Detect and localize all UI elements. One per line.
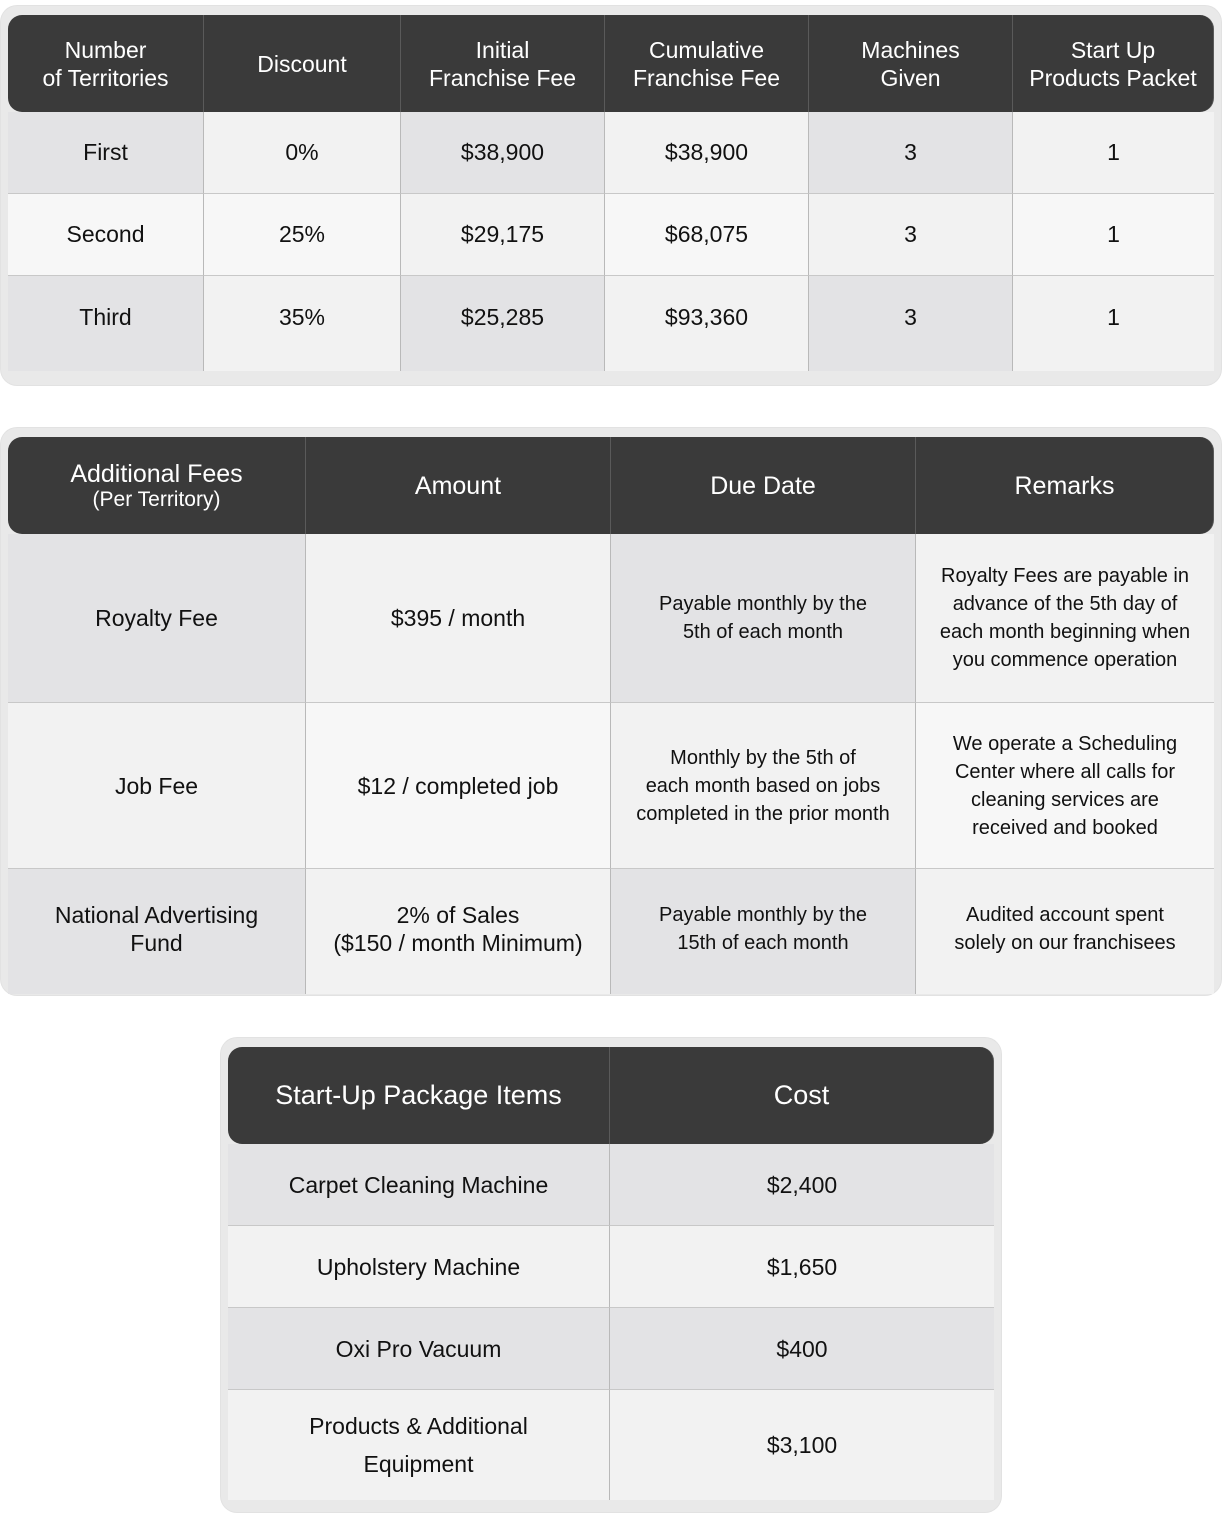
fee-amount-cell: $12 / completed job — [306, 703, 611, 869]
table-cell: $25,285 — [401, 276, 605, 371]
header-initial-franchise-fee: Initial Franchise Fee — [401, 15, 605, 112]
table-cell: $93,360 — [605, 276, 809, 371]
header-amount: Amount — [306, 437, 611, 534]
fee-due-cell: Payable monthly by the 5th of each month — [611, 534, 916, 703]
fee-remarks-cell: Royalty Fees are payable in advance of the 5th day of each month beginning when you commence operation — [916, 534, 1214, 703]
header-cost: Cost — [610, 1047, 994, 1144]
fee-due-cell: Monthly by the 5th of each month based on jobs completed in the prior month — [611, 703, 916, 869]
table-cell: $29,175 — [401, 194, 605, 276]
table-cell: 25% — [204, 194, 401, 276]
fee-amount-cell: $395 / month — [306, 534, 611, 703]
fee-name-cell: Royalty Fee — [8, 534, 306, 703]
fee-name-cell: National Advertising Fund — [8, 869, 306, 994]
table-cell: $38,900 — [401, 112, 605, 194]
header-startup-items: Start-Up Package Items — [228, 1047, 610, 1144]
header-machines-given: Machines Given — [809, 15, 1013, 112]
header-remarks: Remarks — [916, 437, 1214, 534]
header-discount: Discount — [204, 15, 401, 112]
header-due-date: Due Date — [611, 437, 916, 534]
table-cell: $68,075 — [605, 194, 809, 276]
fee-remarks-cell: Audited account spent solely on our franchisees — [916, 869, 1214, 994]
item-cost-cell: $400 — [610, 1308, 994, 1390]
table-cell: First — [8, 112, 204, 194]
header-additional-fees: Additional Fees (Per Territory) — [8, 437, 306, 534]
item-cost-cell: $1,650 — [610, 1226, 994, 1308]
additional-fees-table — [8, 437, 1214, 994]
table-cell: 3 — [809, 112, 1013, 194]
item-name-cell: Oxi Pro Vacuum — [228, 1308, 610, 1390]
item-name-cell: Products & Additional Equipment — [228, 1390, 610, 1500]
item-name-cell: Carpet Cleaning Machine — [228, 1144, 610, 1226]
territory-fee-table — [8, 15, 1214, 371]
fee-name-cell: Job Fee — [8, 703, 306, 869]
table-cell: Second — [8, 194, 204, 276]
table-cell: 1 — [1013, 276, 1214, 371]
table-cell: 1 — [1013, 112, 1214, 194]
table-cell: $38,900 — [605, 112, 809, 194]
table-cell: 35% — [204, 276, 401, 371]
startup-package-table — [228, 1047, 994, 1500]
table-cell: 3 — [809, 276, 1013, 371]
table-cell: Third — [8, 276, 204, 371]
header-number-of-territories: Number of Territories — [8, 15, 204, 112]
table-cell: 0% — [204, 112, 401, 194]
item-cost-cell: $2,400 — [610, 1144, 994, 1226]
fee-due-cell: Payable monthly by the 15th of each month — [611, 869, 916, 994]
fee-remarks-cell: We operate a Scheduling Center where all calls for cleaning services are received and booked — [916, 703, 1214, 869]
item-name-cell: Upholstery Machine — [228, 1226, 610, 1308]
table-cell: 3 — [809, 194, 1013, 276]
table-cell: 1 — [1013, 194, 1214, 276]
fee-amount-cell: 2% of Sales ($150 / month Minimum) — [306, 869, 611, 994]
item-cost-cell: $3,100 — [610, 1390, 994, 1500]
header-cumulative-franchise-fee: Cumulative Franchise Fee — [605, 15, 809, 112]
header-start-up-products-packet: Start Up Products Packet — [1013, 15, 1214, 112]
